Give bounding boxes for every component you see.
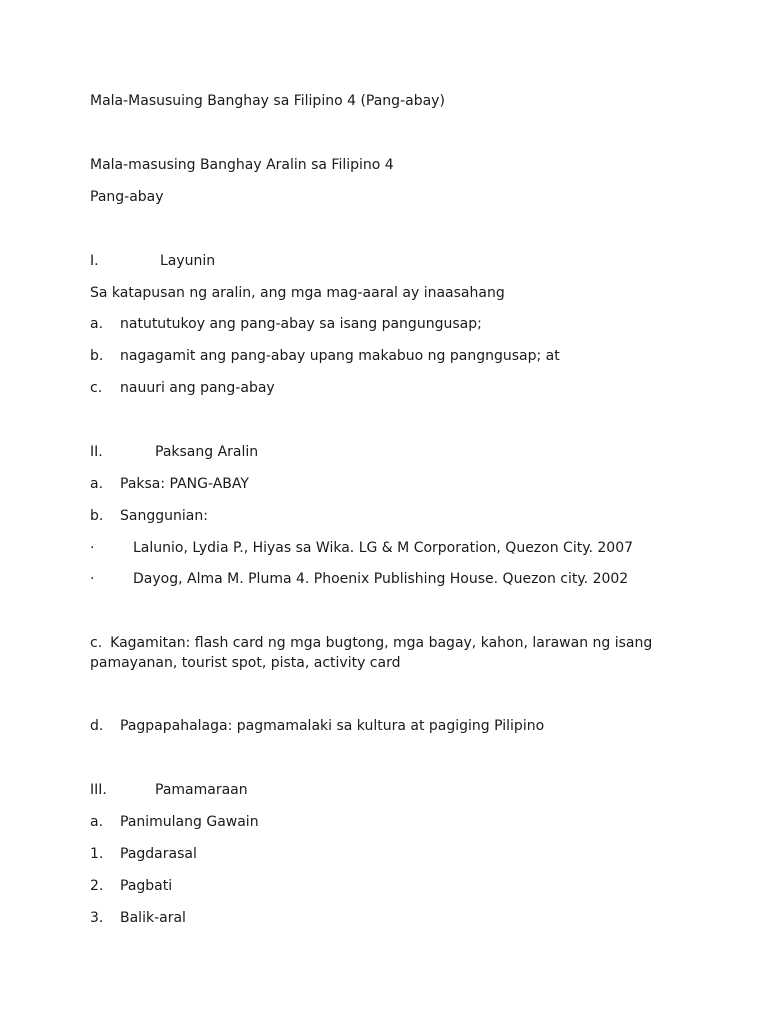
- section-marker: III.: [90, 782, 107, 798]
- reference-item: [90, 570, 628, 588]
- list-item: [90, 315, 482, 333]
- list-item-text: Paksa: PANG-ABAY: [120, 476, 249, 492]
- list-item: [90, 507, 208, 525]
- values-text: Pagpapahalaga: pagmamalaki sa kultura at pagiging Pilipino: [120, 718, 545, 734]
- list-marker: c.: [90, 380, 103, 396]
- section-marker: I.: [90, 253, 99, 269]
- materials-text: Kagamitan: flash card ng mga bugtong, mga bagay, kahon, larawan ng isang pamayanan, tourist spot, pista, activity card: [90, 635, 653, 671]
- list-item: [90, 475, 249, 493]
- materials-item: [90, 633, 690, 673]
- list-marker: a.: [90, 476, 104, 492]
- values-item: [90, 717, 544, 735]
- list-marker: c.: [90, 635, 103, 651]
- list-marker: d.: [90, 718, 104, 734]
- reference-text: Lalunio, Lydia P., Hiyas sa Wika. LG & M Corporation, Quezon City. 2007: [133, 540, 634, 556]
- list-item-text: Balik-aral: [120, 910, 186, 926]
- list-marker: 1.: [90, 846, 104, 862]
- lesson-topic: Pang-abay: [90, 189, 164, 205]
- list-item: [90, 813, 259, 831]
- section-marker: II.: [90, 444, 103, 460]
- list-item: [90, 379, 275, 397]
- list-marker: b.: [90, 508, 104, 524]
- list-marker: a.: [90, 316, 104, 332]
- section-heading-layunin: [90, 252, 215, 270]
- document-title: Mala-Masusuing Banghay sa Filipino 4 (Pang-abay): [90, 93, 445, 109]
- list-marker: b.: [90, 348, 104, 364]
- list-item-text: Sanggunian:: [120, 508, 208, 524]
- list-item-text: Panimulang Gawain: [120, 814, 259, 830]
- lesson-plan-subtitle: Mala-masusing Banghay Aralin sa Filipino 4: [90, 157, 394, 173]
- bullet-marker: ·: [90, 571, 95, 587]
- list-item: [90, 877, 172, 895]
- list-item-text: Pagbati: [120, 878, 173, 894]
- list-item-text: Pagdarasal: [120, 846, 197, 862]
- list-marker: 3.: [90, 910, 104, 926]
- list-item-text: nauuri ang pang-abay: [120, 380, 275, 396]
- reference-item: [90, 539, 633, 557]
- list-item: [90, 845, 197, 863]
- list-marker: 2.: [90, 878, 104, 894]
- list-item: [90, 909, 186, 927]
- bullet-marker: ·: [90, 540, 95, 556]
- section-heading-text: Paksang Aralin: [155, 444, 259, 460]
- objectives-intro: Sa katapusan ng aralin, ang mga mag-aaral ay inaasahang: [90, 285, 505, 301]
- list-marker: a.: [90, 814, 104, 830]
- list-item-text: nagagamit ang pang-abay upang makabuo ng pangngusap; at: [120, 348, 560, 364]
- list-item: [90, 347, 560, 365]
- section-heading-text: Layunin: [160, 253, 216, 269]
- section-heading-pamamaraan: [90, 781, 248, 799]
- list-item-text: natututukoy ang pang-abay sa isang pangungusap;: [120, 316, 482, 332]
- section-heading-paksang-aralin: [90, 443, 258, 461]
- reference-text: Dayog, Alma M. Pluma 4. Phoenix Publishing House. Quezon city. 2002: [133, 571, 629, 587]
- section-heading-text: Pamamaraan: [155, 782, 248, 798]
